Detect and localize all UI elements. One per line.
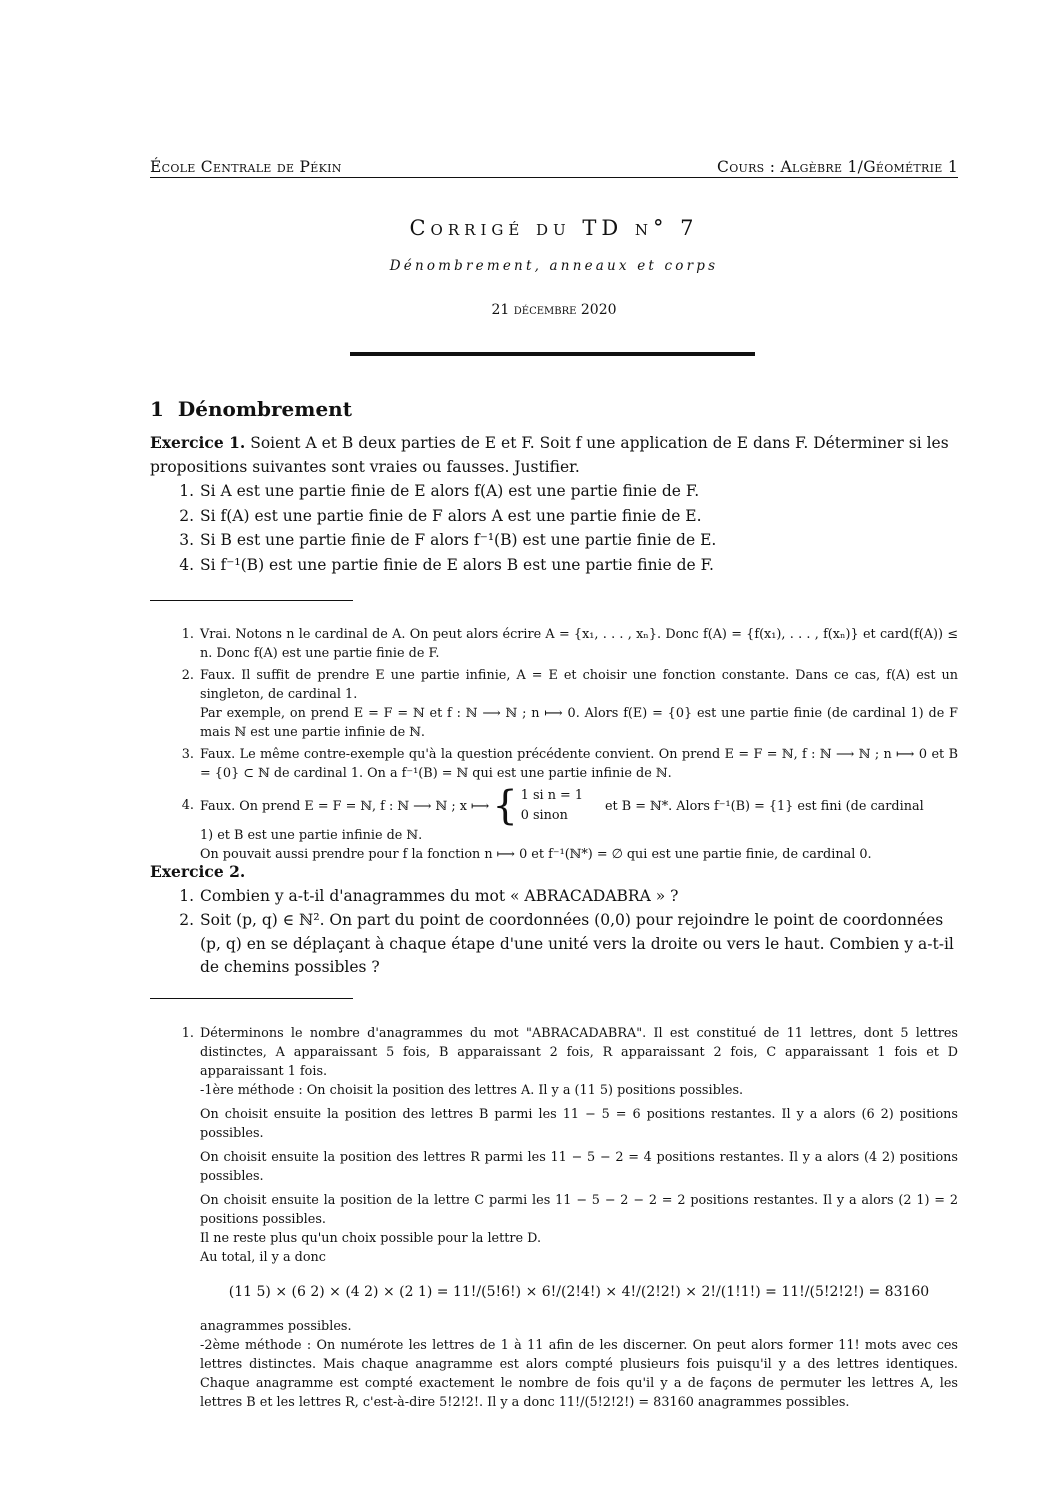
item-text: Si f⁻¹(B) est une partie finie de E alors B est une partie finie de F. bbox=[200, 555, 714, 574]
solution-text: On choisit ensuite la position des lettres R parmi les 11 − 5 − 2 = 4 positions restantes. Il y a alors (4 2) positions possibles. bbox=[200, 1150, 958, 1184]
solution-text: On choisit ensuite la position de la lettre C parmi les 11 − 5 − 2 − 2 = 2 positions restantes. Il y a alors (2 1) = 2 positions possibles. bbox=[200, 1193, 958, 1227]
section-heading bbox=[150, 397, 352, 421]
title-rule bbox=[350, 352, 755, 356]
document-date: 21 décembre 2020 bbox=[491, 302, 617, 318]
exercise-2-solutions bbox=[150, 1024, 958, 1415]
list-item bbox=[150, 909, 958, 980]
cases bbox=[521, 786, 583, 826]
document-title: Corrigé du TD n° 7 bbox=[409, 216, 699, 240]
header-school: École Centrale de Pékin bbox=[150, 158, 342, 176]
solution-text: Vrai. Notons n le cardinal de A. On peut alors écrire A = {x₁, . . . , xₙ}. Donc f(A) = {f(x₁), . . . , f(xₙ)} et card(f(A)) ≤ n. Donc f(A) est une partie finie de F. bbox=[200, 627, 958, 661]
list-item bbox=[150, 554, 958, 578]
header-course: Cours : Algèbre 1/Géométrie 1 bbox=[717, 158, 958, 176]
item-text: Soit (p, q) ∈ ℕ². On part du point de coordonnées (0,0) pour rejoindre le point de coordonnées (p, q) en se déplaçant à chaque étape d'une unité vers la droite ou vers le haut. Combien y a-t-il de chemins possibles ? bbox=[200, 911, 954, 976]
solution-text: Par exemple, on prend E = F = ℕ et f : ℕ ⟶ ℕ ; n ⟼ 0. Alors f(E) = {0} est une partie finie (de cardinal 1) de F mais ℕ est une partie infinie de ℕ. bbox=[200, 706, 958, 740]
list-item bbox=[150, 885, 958, 909]
solution-text: On choisit ensuite la position des lettres B parmi les 11 − 5 = 6 positions restantes. Il y a alors (6 2) positions possibles. bbox=[200, 1107, 958, 1141]
list-item bbox=[150, 480, 958, 504]
footnote-rule bbox=[150, 998, 353, 999]
solution-text: et B = ℕ*. Alors f⁻¹(B) = {1} est fini (de cardinal bbox=[604, 798, 924, 814]
solution-text: Faux. Le même contre-exemple qu'à la question précédente convient. On prend E = F = ℕ, f : ℕ ⟶ ℕ ; n ⟼ 0 et B = {0} ⊂ ℕ de cardinal 1. On a f⁻¹(B) = ℕ qui est une partie infinie de ℕ. bbox=[200, 747, 958, 781]
exercise-1-statement bbox=[150, 431, 958, 479]
case-line: 1 si n = 1 bbox=[520, 788, 583, 803]
solution-item bbox=[150, 745, 958, 783]
solution-text: anagrammes possibles. bbox=[200, 1319, 352, 1334]
item-number: 2. bbox=[179, 506, 194, 525]
document-subtitle: Dénombrement, anneaux et corps bbox=[389, 258, 719, 274]
solution-text: Au total, il y a donc bbox=[200, 1250, 326, 1265]
solution-text: Faux. Il suffit de prendre E une partie infinie, A = E et choisir une fonction constante. Dans ce cas, f(A) est un singleton, de cardinal 1. bbox=[200, 668, 958, 702]
solution-text: Déterminons le nombre d'anagrammes du mot "ABRACADABRA". Il est constitué de 11 lettres, dont 5 lettres distinctes, A apparaissant 5 fois, B apparaissant 2 fois, R apparaissant 2 fois, C apparaissant 1 fois et D apparaissant 1 fois. bbox=[200, 1026, 958, 1079]
display-formula: (11 5) × (6 2) × (4 2) × (2 1) = 11!/(5!6!) × 6!/(2!4!) × 4!/(2!2!) × 2!/(1!1!) = 11!/(5!2!2!) = 83160 bbox=[228, 1283, 930, 1300]
section-title: Dénombrement bbox=[177, 397, 352, 421]
exercise-1-intro: Soient A et B deux parties de E et F. Soit f une application de E dans F. Déterminer si les propositions suivantes sont vraies ou fausses. Justifier. bbox=[150, 434, 949, 476]
item-text: Combien y a-t-il d'anagrammes du mot « ABRACADABRA » ? bbox=[200, 886, 679, 905]
exercise-1-questions bbox=[150, 480, 958, 577]
solution-number: 1. bbox=[181, 1026, 194, 1041]
item-number: 1. bbox=[179, 482, 194, 500]
solution-item bbox=[150, 625, 958, 663]
section-number: 1 bbox=[150, 397, 164, 421]
solution-item bbox=[150, 783, 958, 864]
exercise-2-questions bbox=[150, 885, 958, 980]
solution-number: 4. bbox=[181, 798, 194, 813]
solution-text: -1ère méthode : On choisit la position des lettres A. Il y a (11 5) positions possibles. bbox=[200, 1083, 744, 1098]
solution-item bbox=[150, 1024, 958, 1412]
solution-text: On pouvait aussi prendre pour f la fonction n ⟼ 0 et f⁻¹(ℕ*) = ∅ qui est une partie finie, de cardinal 0. bbox=[200, 847, 872, 862]
brace-symbol: { bbox=[492, 783, 518, 829]
item-number: 1. bbox=[179, 886, 194, 905]
footnote-rule bbox=[150, 600, 353, 601]
header-rule bbox=[150, 177, 958, 178]
item-number: 2. bbox=[179, 911, 194, 929]
piecewise-definition bbox=[200, 783, 958, 829]
solution-number: 1. bbox=[181, 627, 194, 642]
exercise-1-label: Exercice 1. bbox=[150, 433, 246, 452]
solution-number: 3. bbox=[181, 747, 194, 762]
solution-number: 2. bbox=[181, 668, 194, 683]
list-item bbox=[150, 505, 958, 529]
solution-text: Faux. On prend E = F = ℕ, f : ℕ ⟶ ℕ ; x ⟼ bbox=[200, 798, 490, 814]
item-number: 3. bbox=[179, 531, 194, 549]
solution-text: -2ème méthode : On numérote les lettres de 1 à 11 afin de les discerner. On peut alors former 11! mots avec ces lettres distinctes. Mais chaque anagramme est alors compté plusieurs fois puisqu'il y a des lettres identiques. Chaque anagramme est compté exactement le nombre de fois qu'il y a de façons de permuter les lettres A, les lettres B et les lettres R, c'est-à-dire 5!2!2!. Il y a donc 11!/(5!2!2!) = 83160 anagrammes possibles. bbox=[200, 1338, 958, 1410]
solution-text: Il ne reste plus qu'un choix possible pour la lettre D. bbox=[200, 1231, 542, 1246]
document-page bbox=[150, 0, 958, 1497]
item-text: Si B est une partie finie de F alors f⁻¹(B) est une partie finie de E. bbox=[200, 531, 717, 549]
exercise-1-solutions bbox=[150, 625, 958, 867]
exercise-1 bbox=[150, 431, 958, 577]
exercise-2 bbox=[150, 860, 958, 980]
item-number: 4. bbox=[179, 555, 194, 574]
exercise-2-label: Exercice 2. bbox=[150, 862, 246, 881]
item-text: Si f(A) est une partie finie de F alors A est une partie finie de E. bbox=[200, 506, 702, 525]
item-text: Si A est une partie finie de E alors f(A) est une partie finie de F. bbox=[200, 482, 700, 500]
case-line: 0 sinon bbox=[520, 808, 568, 823]
solution-text: 1) et B est une partie infinie de ℕ. bbox=[200, 828, 423, 843]
solution-item bbox=[150, 666, 958, 742]
page-header bbox=[150, 152, 958, 176]
list-item bbox=[150, 529, 958, 553]
